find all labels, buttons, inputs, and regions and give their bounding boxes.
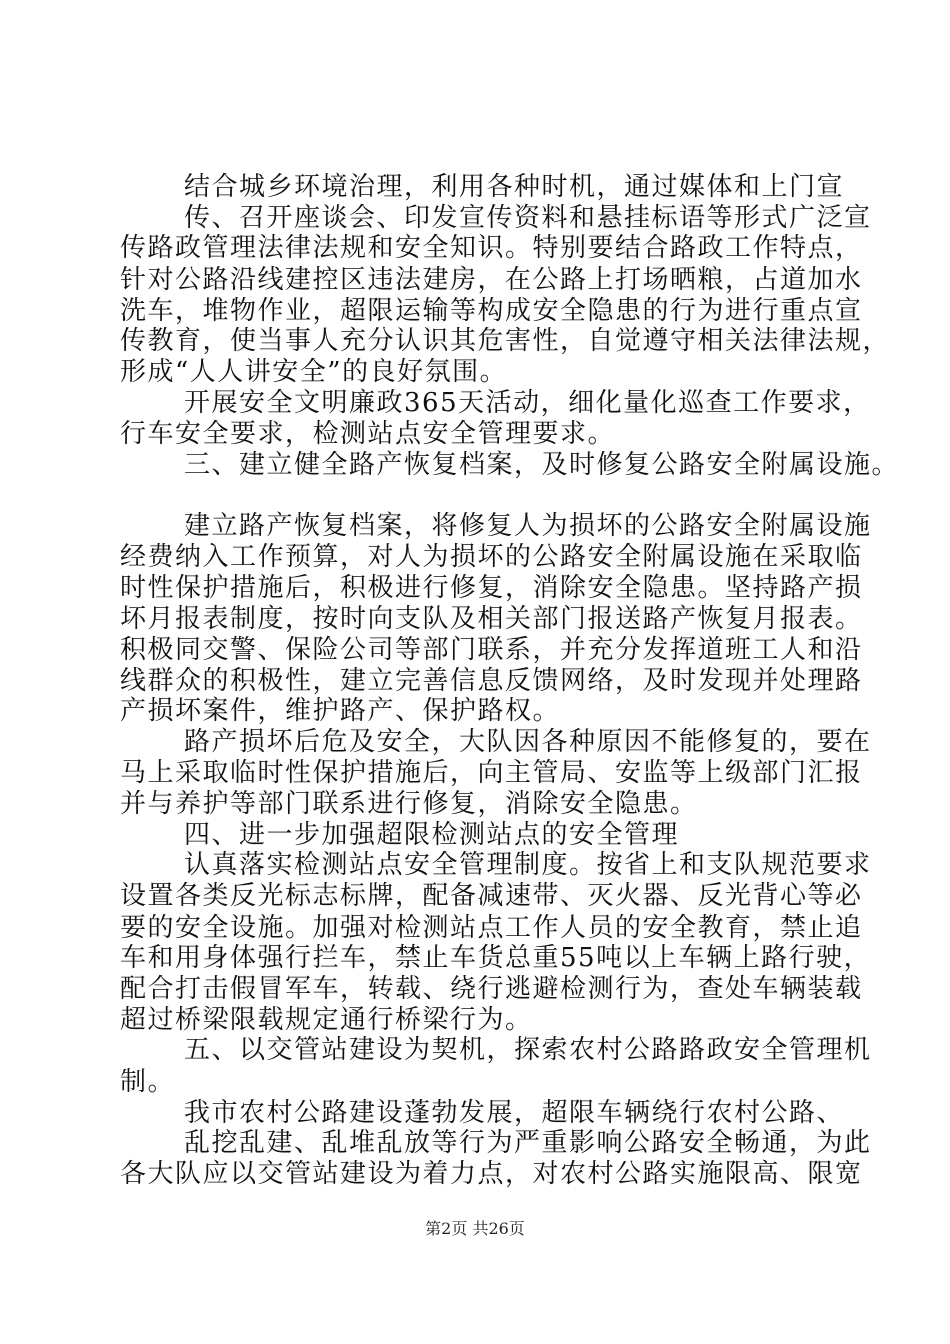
text-line: 针对公路沿线建控区违法建房，在公路上打场晒粮，占道加水 xyxy=(120,265,863,295)
text-line: 路产损坏后危及安全，大队因各种原因不能修复的，要在 xyxy=(184,727,872,757)
text-line: 乱挖乱建、乱堆乱放等行为严重影响公路安全畅通，为此 xyxy=(184,1128,872,1158)
section-heading: 三、建立健全路产恢复档案，及时修复公路安全附属设施。 xyxy=(184,450,900,480)
section-heading: 四、进一步加强超限检测站点的安全管理 xyxy=(184,820,680,850)
text-line: 时性保护措施后，积极进行修复，消除安全隐患。坚持路产损 xyxy=(120,573,863,603)
text-line: 产损坏案件，维护路产、保护路权。 xyxy=(120,696,561,726)
text-line: 积极同交警、保险公司等部门联系，并充分发挥道班工人和沿 xyxy=(120,635,863,665)
text-line: 线群众的积极性，建立完善信息反馈网络，及时发现并处理路 xyxy=(120,666,863,696)
text-line: 传路政管理法律法规和安全知识。特别要结合路政工作特点， xyxy=(120,233,863,263)
text-line: 制。 xyxy=(120,1067,176,1097)
text-line: 各大队应以交管站建设为着力点，对农村公路实施限高、限宽 xyxy=(120,1159,863,1189)
text-line: 我市农村公路建设蓬勃发展，超限车辆绕行农村公路、 xyxy=(184,1098,845,1128)
text-line: 传、召开座谈会、印发宣传资料和悬挂标语等形式广泛宣 xyxy=(184,203,872,233)
text-line: 并与养护等部门联系进行修复，消除安全隐患。 xyxy=(120,789,698,819)
text-line: 行车安全要求，检测站点安全管理要求。 xyxy=(120,419,616,449)
text-line: 形成“人人讲安全”的良好氛围。 xyxy=(120,357,508,387)
text-line: 开展安全文明廉政365天活动，细化量化巡查工作要求， xyxy=(184,388,871,418)
text-line: 传教育，使当事人充分认识其危害性，自觉遵守相关法律法规， xyxy=(120,326,891,356)
text-line: 超过桥梁限载规定通行桥梁行为。 xyxy=(120,1005,533,1035)
text-line: 车和用身体强行拦车，禁止车货总重55吨以上车辆上路行驶， xyxy=(120,943,872,973)
text-line: 洗车，堆物作业，超限运输等构成安全隐患的行为进行重点宣 xyxy=(120,296,863,326)
text-line: 要的安全设施。加强对检测站点工作人员的安全教育，禁止追 xyxy=(120,913,863,943)
text-line: 配合打击假冒军车，转载、绕行逃避检测行为，查处车辆装载 xyxy=(120,974,863,1004)
text-line: 建立路产恢复档案，将修复人为损坏的公路安全附属设施 xyxy=(184,511,872,541)
text-line: 设置各类反光标志标牌，配备减速带、灭火器、反光背心等必 xyxy=(120,881,863,911)
text-line: 认真落实检测站点安全管理制度。按省上和支队规范要求 xyxy=(184,850,872,880)
text-line: 经费纳入工作预算，对人为损坏的公路安全附属设施在采取临 xyxy=(120,542,863,572)
section-heading: 五、以交管站建设为契机，探索农村公路路政安全管理机 xyxy=(184,1035,872,1065)
text-line: 马上采取临时性保护措施后，向主管局、安监等上级部门汇报 xyxy=(120,758,863,788)
text-line: 结合城乡环境治理，利用各种时机，通过媒体和上门宣 xyxy=(184,172,845,202)
page-footer: 第2页 共26页 xyxy=(425,1219,525,1238)
text-line: 坏月报表制度，按时向支队及相关部门报送路产恢复月报表。 xyxy=(120,604,863,634)
